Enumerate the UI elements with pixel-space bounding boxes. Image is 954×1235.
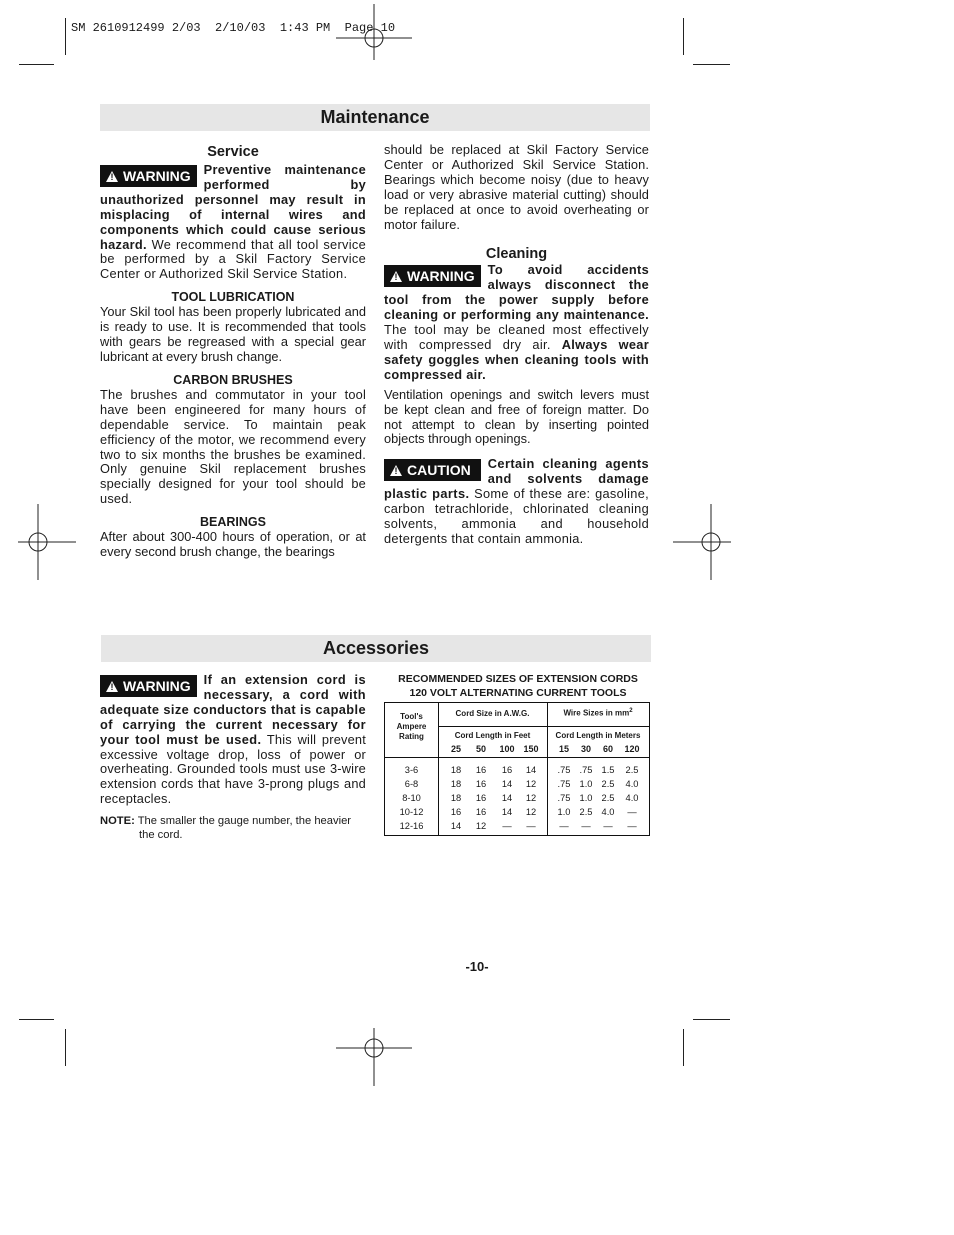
warning-triangle-icon: ! [106, 171, 118, 182]
extension-cord-table [384, 702, 650, 836]
awg-cell: 12 [525, 807, 537, 817]
ventilation-text: Ventilation openings and switch levers must be kept clean and free of foreign matter. Do not attempt to clean by inserting pointed objects through openings. [384, 386, 649, 447]
awg-cell: 16 [450, 807, 462, 817]
meters-header: Cord Length in Meters [555, 731, 641, 740]
crop-mark [19, 64, 54, 65]
mm-cell: 4.0 [625, 793, 639, 803]
awg-cell: 18 [450, 793, 462, 803]
maintenance-left-column [100, 144, 366, 560]
awg-cell: 16 [475, 807, 487, 817]
rating-cell: 8-10 [402, 793, 421, 803]
mm-cell: — [627, 807, 637, 817]
mm-cell: — [559, 821, 569, 831]
mm-cell: .75 [557, 765, 571, 775]
mm-cell: 4.0 [625, 779, 639, 789]
warning-triangle-icon: ! [390, 465, 402, 476]
note-label: NOTE: [100, 815, 135, 828]
registration-mark-icon [336, 4, 412, 80]
table-title-line1: RECOMMENDED SIZES OF EXTENSION CORDS [398, 673, 638, 685]
awg-cell: 14 [501, 793, 513, 803]
awg-cell: 18 [450, 779, 462, 789]
mm-cell: 2.5 [601, 793, 615, 803]
awg-cell: 16 [475, 793, 487, 803]
feet-header: Cord Length in Feet [454, 731, 531, 740]
rating-header: Tool's Ampere Rating [396, 712, 427, 741]
meters-column-header: 15 [558, 744, 569, 754]
mm-cell: 1.0 [579, 793, 593, 803]
warning-badge: ! WARNING [100, 165, 197, 187]
accessories-title: Accessories [101, 635, 651, 662]
mm-cell: 1.5 [601, 765, 615, 775]
table-title [384, 672, 652, 700]
print-slug: SM 2610912499 2/03 2/10/03 1:43 PM Page 10 [71, 21, 396, 35]
crop-mark [693, 64, 730, 65]
crop-mark [65, 1029, 66, 1066]
table-divider [438, 726, 649, 727]
crop-mark [65, 18, 66, 55]
crop-mark [683, 1029, 684, 1066]
warning-triangle-icon: ! [390, 271, 402, 282]
feet-column-header: 150 [523, 744, 539, 754]
lubrication-heading: TOOL LUBRICATION [171, 290, 295, 305]
warning-badge: ! WARNING [384, 265, 481, 287]
table-title-line2: 120 VOLT ALTERNATING CURRENT TOOLS [409, 687, 627, 699]
bearings-heading: BEARINGS [200, 515, 266, 530]
table-divider [547, 703, 548, 835]
registration-mark-icon [673, 504, 749, 580]
table-divider [385, 757, 649, 758]
registration-mark-icon [0, 504, 76, 580]
brushes-text: The brushes and commutator in your tool have been engineered for many hours of dependable service. To maintain peak efficiency of the motor, we recommend every two to six months the brushes be examined. Only genuine Skil replacement brushes specially designed for your tool should be used. [100, 386, 366, 507]
awg-cell: — [502, 821, 512, 831]
cleaning-warning-text: The tool may be cleaned most effectively with compressed dry air. [384, 322, 649, 352]
rating-cell: 6-8 [404, 779, 419, 789]
rating-cell: 3-6 [404, 765, 419, 775]
crop-mark [19, 1019, 54, 1020]
rating-cell: 12-16 [399, 821, 424, 831]
mm-cell: .75 [579, 765, 593, 775]
awg-cell: — [526, 821, 536, 831]
feet-column-header: 100 [499, 744, 515, 754]
mm-cell: — [627, 821, 637, 831]
mm-cell: 4.0 [601, 807, 615, 817]
bearings-text: After about 300-400 hours of operation, or at every second brush change, the bearings [100, 529, 366, 560]
feet-column-header: 50 [475, 744, 486, 754]
mm-cell: 1.0 [579, 779, 593, 789]
meters-column-header: 60 [602, 744, 613, 754]
service-warning-bold: Preventive maintenance performed by unauthorized personnel may result in misplacing of internal wires and components which could cause serious hazard. [100, 162, 366, 252]
awg-cell: 14 [450, 821, 462, 831]
accessories-warning-text: This will prevent excessive voltage drop, loss of power or overheating. Grounded tools must use 3-wire extension cords that have 3-prong plugs and receptacles. [100, 731, 366, 807]
awg-cell: 12 [475, 821, 487, 831]
crop-mark [693, 1019, 730, 1020]
registration-mark-icon [336, 1010, 412, 1086]
cleaning-warning-bold2: Always wear safety goggles when cleaning tools with compressed air. [384, 336, 649, 382]
feet-column-header: 25 [450, 744, 461, 754]
maintenance-title: Maintenance [100, 104, 650, 131]
table-divider [438, 703, 439, 835]
caution-bold: Certain cleaning agents and solvents damage plastic parts. [384, 456, 649, 502]
mm-cell: 2.5 [579, 807, 593, 817]
caution-badge: ! CAUTION [384, 459, 481, 481]
lubrication-text: Your Skil tool has been properly lubricated and is ready to use. It is recommended that tools with gears be regreased with a special gear lubricant at every brush change. [100, 304, 366, 364]
crop-mark [683, 18, 684, 55]
caution-text: Some of these are: gasoline, carbon tetrachloride, chlorinated cleaning solvents, ammonia and household detergents that contain ammonia. [384, 486, 649, 546]
awg-cell: 16 [501, 765, 513, 775]
meters-column-header: 30 [580, 744, 591, 754]
service-heading: Service [207, 144, 259, 160]
awg-cell: 14 [525, 765, 537, 775]
mm-cell: 2.5 [601, 779, 615, 789]
awg-cell: 14 [501, 807, 513, 817]
accessories-left-column [100, 673, 366, 842]
mm-cell: 2.5 [625, 765, 639, 775]
awg-header: Cord Size in A.W.G. [455, 709, 530, 718]
page-number: -10- [465, 959, 489, 974]
note-text: The smaller the gauge number, the heavier the cord. [137, 815, 352, 842]
awg-cell: 16 [475, 765, 487, 775]
mm-cell: — [581, 821, 591, 831]
awg-cell: 14 [501, 779, 513, 789]
awg-cell: 18 [450, 765, 462, 775]
warning-triangle-icon: ! [106, 681, 118, 692]
mm-cell: .75 [557, 793, 571, 803]
mm-cell: — [603, 821, 613, 831]
awg-cell: 12 [525, 779, 537, 789]
cleaning-heading: Cleaning [485, 246, 548, 263]
bearings-continued-text: should be replaced at Skil Factory Service Center or Authorized Skil Service Station. Bearings which become noisy (due to heavy load or very abrasive material cutting) should be replaced at once to avoid overheating or motor failure. [384, 142, 649, 232]
awg-cell: 16 [475, 779, 487, 789]
brushes-heading: CARBON BRUSHES [173, 372, 293, 387]
maintenance-right-column [384, 143, 649, 547]
mm-cell: 1.0 [557, 807, 571, 817]
meters-column-header: 120 [624, 744, 640, 754]
wire-header: Wire Sizes in $mm^2$ [563, 708, 633, 718]
service-warning-text: We recommend that all tool service be performed by a Skil Factory Service Center or Authorized Skil Service Station. [100, 236, 366, 282]
accessories-warning-bold: If an extension cord is necessary, a cord with adequate size conductors that is capable of carrying the current necessary for your tool must be used. [100, 672, 366, 747]
warning-badge: ! WARNING [100, 675, 197, 697]
cleaning-warning-bold: To avoid accidents always disconnect the tool from the power supply before cleaning or performing any maintenance. [384, 262, 649, 323]
rating-cell: 10-12 [399, 807, 424, 817]
awg-cell: 12 [525, 793, 537, 803]
mm-cell: .75 [557, 779, 571, 789]
